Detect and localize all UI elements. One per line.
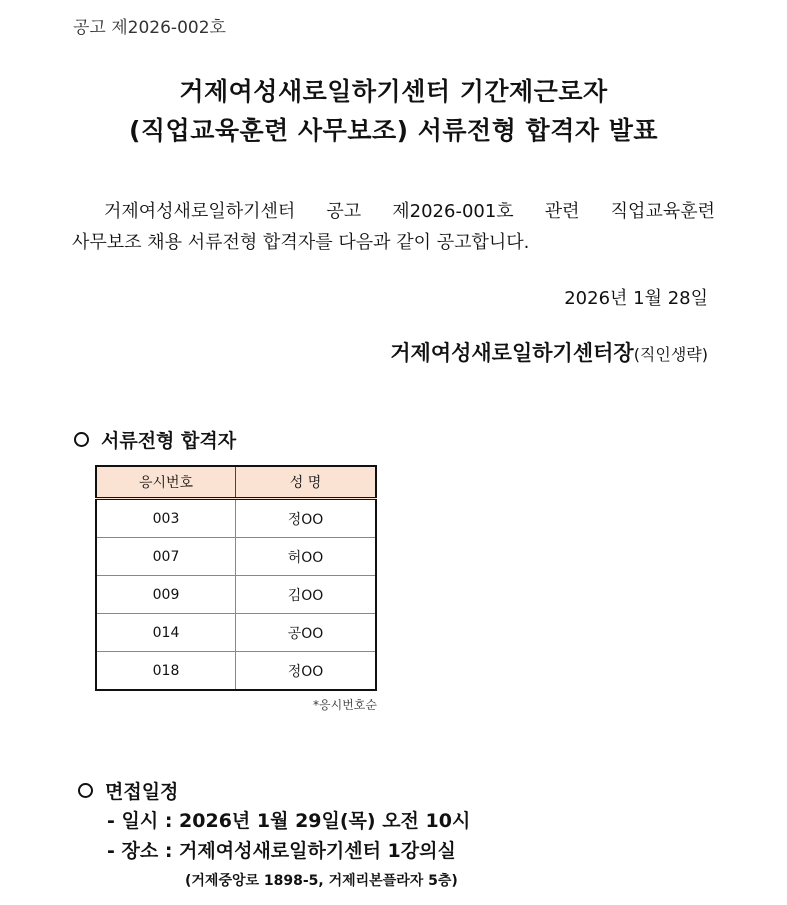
column-header-name: 성 명 [236,466,377,499]
interview-schedule: - 일시 : 2026년 1월 29일(목) 오전 10시 [107,810,471,832]
signature-org: 거제여성새로일하기센터장 [390,341,634,365]
section-heading-interview [78,777,178,804]
cell-exam-number: 003 [96,499,236,538]
column-header-exam-number: 응시번호 [96,466,236,499]
cell-exam-number: 018 [96,652,236,691]
table-row [96,499,376,538]
signature [390,337,708,367]
cell-name: 공OO [236,614,377,652]
cell-name: 정OO [236,499,377,538]
notice-number: 공고 제2026-002호 [73,18,226,38]
table-header-row [96,466,376,499]
table-row [96,538,376,576]
body-text-line2: 사무보조 채용 서류전형 합격자를 다음과 같이 공고합니다. [72,232,530,253]
table-row [96,576,376,614]
body-text-line1: 거제여성새로일하기센터 공고 제2026-001호 관련 직업교육훈련 [104,201,715,222]
results-table [95,465,377,691]
interview-address: (거제중앙로 1898-5, 거제리본플라자 5층) [185,873,458,889]
cell-exam-number: 009 [96,576,236,614]
table-row [96,652,376,691]
table-row [96,614,376,652]
cell-name: 허OO [236,538,377,576]
section-heading-results-label: 서류전형 합격자 [101,430,237,452]
document-title-line2: (직업교육훈련 사무보조) 서류전형 합격자 발표 [128,116,659,145]
sort-order-note: *응시번호순 [313,698,377,712]
circle-bullet-icon [74,432,89,447]
seal-omitted-note: (직인생략) [633,345,708,364]
section-heading-results [74,426,236,453]
cell-name: 김OO [236,576,377,614]
cell-exam-number: 007 [96,538,236,576]
cell-name: 정OO [236,652,377,691]
document-title-line1: 거제여성새로일하기센터 기간제근로자 [179,77,608,106]
interview-location: - 장소 : 거제여성새로일하기센터 1강의실 [107,840,456,862]
circle-bullet-icon [78,783,93,798]
announcement-date: 2026년 1월 28일 [564,288,708,309]
section-heading-interview-label: 면접일정 [105,781,179,803]
cell-exam-number: 014 [96,614,236,652]
